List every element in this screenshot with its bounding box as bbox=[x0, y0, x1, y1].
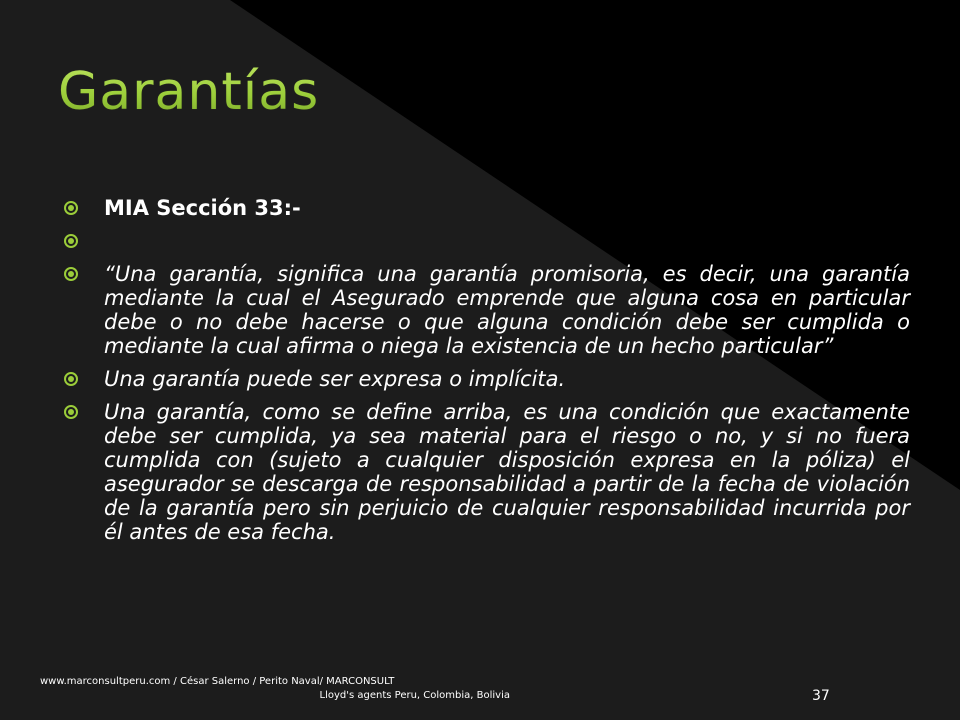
bullet-icon bbox=[64, 234, 78, 248]
list-item bbox=[62, 196, 910, 220]
bullet-text: MIA Sección 33:- bbox=[104, 196, 301, 220]
bullet-icon bbox=[64, 201, 78, 215]
bullet-icon bbox=[64, 267, 78, 281]
footer-line-1: www.marconsultperu.com / César Salerno / Perito Naval/ MARCONSULT bbox=[40, 676, 395, 687]
bullet-text: Una garantía puede ser expresa o implícita. bbox=[104, 367, 566, 391]
slide-title: Garantías bbox=[58, 62, 320, 122]
bullet-text: Una garantía, como se define arriba, es una condición que exactamente debe ser cumplida, ya sea material para el riesgo o no, y si no fuera cumplida con (sujeto a cualquier disposición expresa en la póliza) el asegurador se descarga de responsabilidad a partir de la fecha de violación de la garantía pero sin perjuicio de cualquier responsabilidad incurrida por él antes de esa fecha. bbox=[104, 400, 910, 544]
bullet-text: “Una garantía, significa una garantía promisoria, es decir, una garantía mediante la cual el Asegurado emprende que alguna cosa en particular debe o no debe hacerse o que alguna condición debe ser cumplida o mediante la cual afirma o niega la existencia de un hecho particular” bbox=[104, 262, 910, 358]
list-item bbox=[62, 262, 910, 358]
footer bbox=[40, 675, 510, 703]
list-item bbox=[62, 229, 910, 253]
footer-line-2: Lloyd's agents Peru, Colombia, Bolivia bbox=[319, 690, 510, 701]
list-item bbox=[62, 367, 910, 391]
bullet-icon bbox=[64, 405, 78, 419]
list-item bbox=[62, 400, 910, 544]
bullet-icon bbox=[64, 372, 78, 386]
page-number: 37 bbox=[812, 688, 830, 704]
bullet-list bbox=[62, 196, 910, 553]
